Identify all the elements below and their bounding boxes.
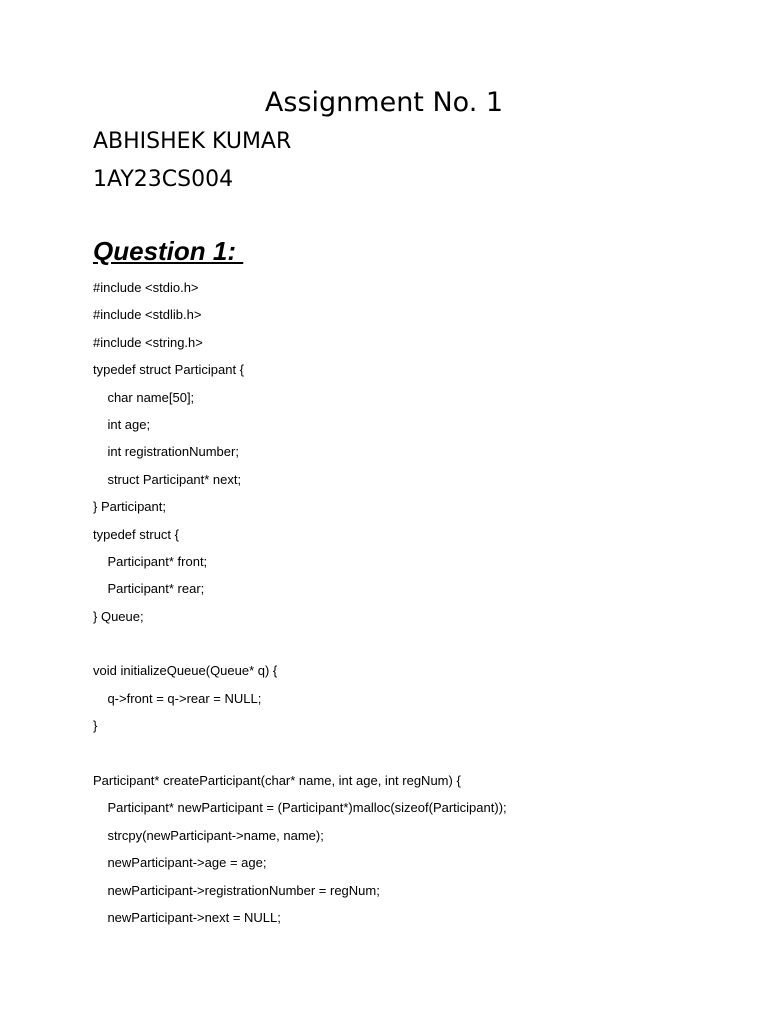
- code-line: typedef struct Participant {: [93, 362, 245, 378]
- document-title: Assignment No. 1: [264, 87, 504, 118]
- code-line: #include <stdio.h>: [93, 280, 199, 295]
- code-block: [93, 277, 507, 934]
- question-heading: Question 1:: [93, 236, 244, 266]
- code-line: Participant* rear;: [93, 581, 205, 597]
- code-line: Participant* front;: [93, 553, 208, 569]
- code-line: int age;: [93, 416, 151, 432]
- code-line: typedef struct {: [93, 526, 179, 542]
- code-line: }: [93, 718, 98, 734]
- code-line: newParticipant->age = age;: [93, 855, 267, 871]
- code-line: Participant* newParticipant = (Participant*)malloc(sizeof(Participant));: [93, 800, 507, 816]
- code-line: int registrationNumber;: [93, 444, 239, 460]
- code-line: [93, 743, 507, 770]
- code-line: #include <string.h>: [93, 334, 203, 350]
- code-line: Participant* createParticipant(char* name, int age, int regNum) {: [93, 773, 461, 789]
- code-line: [93, 633, 507, 660]
- code-line: #include <stdlib.h>: [93, 307, 202, 323]
- code-line: char name[50];: [93, 389, 195, 405]
- code-line: void initializeQueue(Queue* q) {: [93, 663, 278, 679]
- code-line: } Participant;: [93, 499, 166, 515]
- author-id: 1AY23CS004: [93, 167, 234, 192]
- code-line: newParticipant->registrationNumber = regNum;: [93, 882, 380, 898]
- code-line: } Queue;: [93, 608, 144, 624]
- code-line: newParticipant->next = NULL;: [93, 909, 281, 925]
- code-line: strcpy(newParticipant->name, name);: [93, 827, 324, 843]
- code-line: struct Participant* next;: [93, 471, 242, 487]
- code-line: q->front = q->rear = NULL;: [93, 690, 262, 706]
- author-name: ABHISHEK KUMAR: [93, 129, 292, 154]
